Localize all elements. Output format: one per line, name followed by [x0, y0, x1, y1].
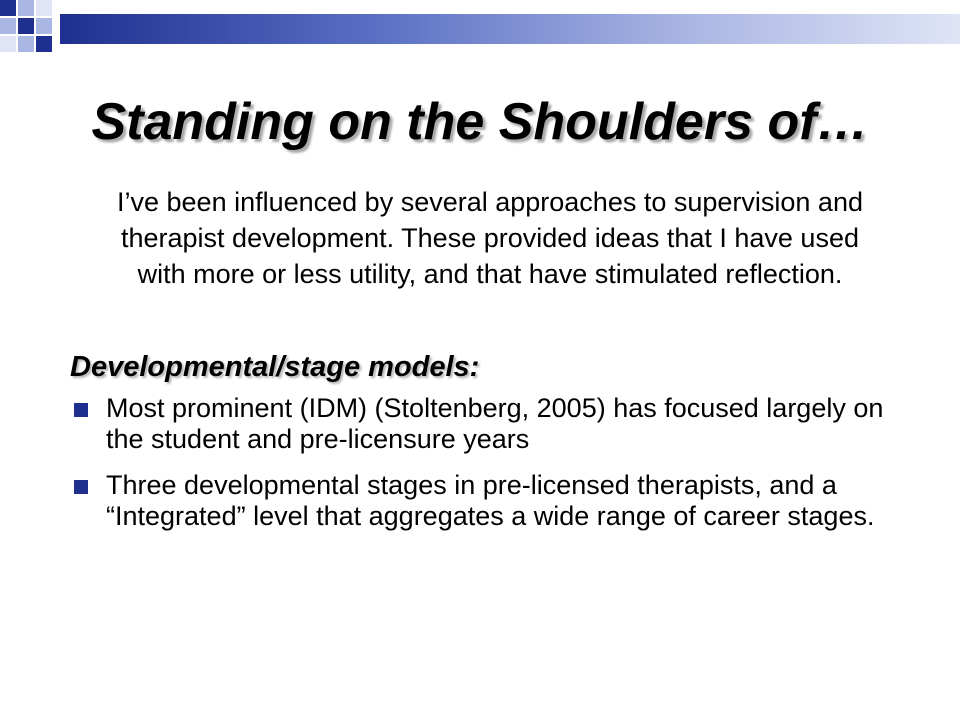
square-bullet-icon	[74, 480, 88, 494]
corner-square	[18, 18, 34, 34]
bullet-item	[70, 470, 890, 532]
corner-square	[18, 0, 34, 16]
section-heading: Developmental/stage models:	[70, 351, 480, 383]
bullet-text: Most prominent (IDM) (Stoltenberg, 2005) has focused largely on the student and pre-licensure years	[106, 393, 884, 454]
corner-square	[0, 0, 16, 16]
bullet-text: Three developmental stages in pre-licensed therapists, and a “Integrated” level that aggregates a wide range of career stages.	[106, 470, 875, 531]
corner-square	[0, 18, 16, 34]
header-gradient-bar	[60, 14, 960, 44]
corner-square	[18, 36, 34, 52]
corner-square	[36, 0, 52, 16]
corner-square	[0, 36, 16, 52]
corner-square	[36, 36, 52, 52]
slide-title: Standing on the Shoulders of…	[91, 93, 869, 151]
intro-paragraph: I’ve been influenced by several approaches to supervision and therapist development. These provided ideas that I have used with more or less utility, and that have stimulated reflection.	[117, 187, 863, 289]
corner-square	[36, 18, 52, 34]
square-bullet-icon	[74, 403, 88, 417]
bullet-item	[70, 393, 890, 455]
bullet-list	[70, 393, 890, 547]
